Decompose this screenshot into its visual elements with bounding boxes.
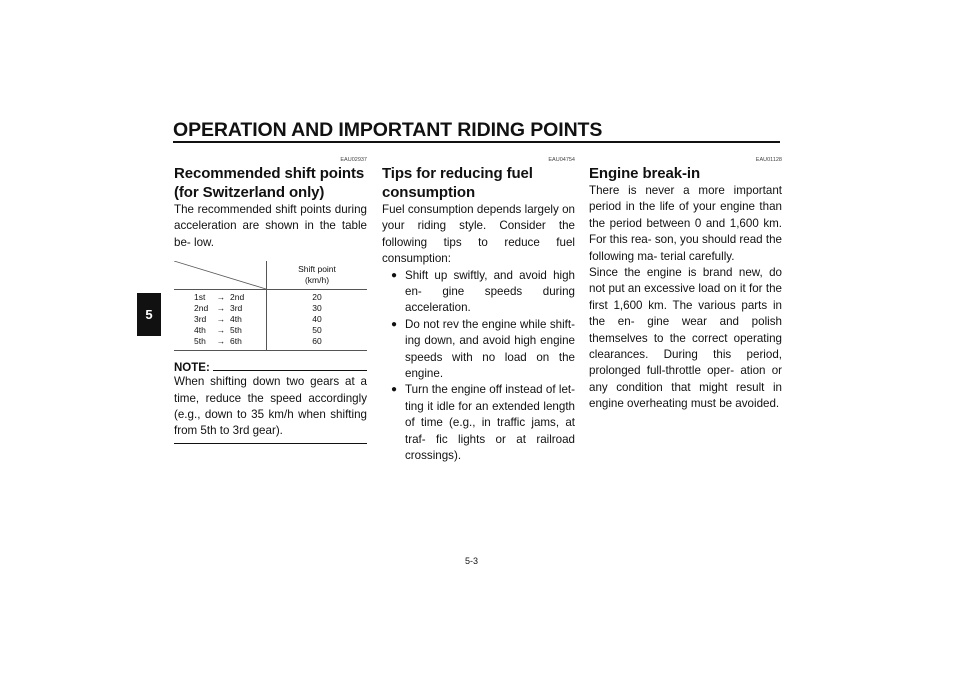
heading-line-1: Recommended shift points <box>174 165 365 182</box>
body-line: between 0 and 1,600 km. For this rea- <box>589 216 782 247</box>
intro-line: Fuel consumption depends largely on <box>382 203 575 216</box>
heading-line-2: (for Switzerland only) <box>174 184 325 201</box>
table-row <box>194 303 266 314</box>
body-line: in the life of your engine than the period <box>589 200 782 230</box>
column-shift-points <box>174 156 367 444</box>
section-code: EAU04754 <box>548 157 575 163</box>
gear-to: 6th <box>230 336 242 347</box>
gear-to: 5th <box>230 325 242 336</box>
column-fuel-tips <box>382 156 575 465</box>
tip-line: ing down, and avoid high engine <box>405 334 575 348</box>
note-line: When shifting down two gears at a <box>174 375 367 389</box>
break-in-paragraph-1 <box>589 183 782 265</box>
intro-line: acceleration are shown in the table be- <box>174 219 367 249</box>
heading-line-2: consumption <box>382 184 476 201</box>
column-engine-break-in <box>589 156 782 413</box>
gear-from: 2nd <box>194 303 209 314</box>
note-end-rule <box>174 443 367 444</box>
shift-value: 60 <box>312 336 322 347</box>
note-paragraph <box>174 374 367 440</box>
body-line: 1,600 km. The various parts in the en- <box>589 298 782 329</box>
list-item <box>391 382 575 464</box>
page-number: 5-3 <box>465 556 479 566</box>
table-row <box>194 314 266 325</box>
note-line: from 5th to 3rd gear). <box>174 424 283 438</box>
table-row <box>194 325 266 336</box>
intro-paragraph <box>174 202 367 251</box>
shift-value: 30 <box>312 303 322 314</box>
diagonal-line <box>174 261 266 289</box>
shift-points-table <box>174 261 367 351</box>
header-rule <box>173 141 780 143</box>
chapter-tab: 5 <box>137 293 161 336</box>
bullet-icon: ● <box>391 318 398 330</box>
body-line: son, you should read the following ma- <box>589 233 782 263</box>
shift-value: 40 <box>312 314 322 325</box>
tip-line: Turn the engine off instead of let- <box>405 383 575 397</box>
list-item <box>391 268 575 317</box>
bullet-icon: ● <box>391 384 398 396</box>
arrow-right-icon: → <box>216 314 226 325</box>
body-line: correct operating clearances. During <box>589 331 782 362</box>
gear-to: 3rd <box>230 303 243 314</box>
tip-line: gine speeds during acceleration. <box>405 285 575 315</box>
intro-line: The recommended shift points during <box>174 203 367 216</box>
gear-column <box>174 290 267 351</box>
header-line-1: Shift point <box>298 264 336 275</box>
body-line: ation or any condition that might result <box>589 364 782 394</box>
body-line: put an excessive load on it for the first <box>589 282 782 312</box>
tip-line: of time (e.g., in traffic jams, at traf- <box>405 416 575 446</box>
note-header <box>174 360 367 374</box>
table-row <box>194 336 266 347</box>
page-header-title: OPERATION AND IMPORTANT RIDING POINTS <box>173 119 603 141</box>
section-heading: Engine break-in <box>589 165 701 182</box>
section-code: EAU02937 <box>340 157 367 163</box>
gear-from: 4th <box>194 325 206 336</box>
table-header-shift-point <box>267 261 368 290</box>
tip-line: speeds with no load on the engine. <box>405 350 575 381</box>
bullet-icon: ● <box>391 269 398 281</box>
header-line-2: (km/h) <box>304 274 330 285</box>
section-code: EAU01128 <box>755 157 782 163</box>
body-line: gine wear and polish themselves to the <box>589 315 782 345</box>
note-label: NOTE: <box>174 362 210 375</box>
tip-line: Do not rev the engine while shift- <box>405 317 575 331</box>
table-row <box>194 292 266 303</box>
heading-line-1: Tips for reducing fuel <box>382 165 533 182</box>
note-line: time, reduce the speed accordingly <box>174 391 367 405</box>
intro-line: your riding style. Consider the following <box>382 219 575 249</box>
gear-from: 1st <box>194 292 206 303</box>
section-heading <box>174 164 367 202</box>
tip-text <box>405 382 575 464</box>
body-line: There is never a more important period <box>589 184 782 214</box>
intro-line: low. <box>194 235 214 249</box>
tip-line: Shift up swiftly, and avoid high en- <box>405 268 575 299</box>
gear-from: 5th <box>194 336 206 347</box>
arrow-right-icon: → <box>216 303 226 314</box>
body-line: in engine overheating must be avoided. <box>589 380 782 411</box>
shift-value: 20 <box>312 292 322 303</box>
list-item <box>391 317 575 383</box>
tip-line: fic lights or at railroad crossings). <box>405 432 575 463</box>
intro-line: tips to reduce fuel consumption: <box>382 235 575 266</box>
arrow-right-icon: → <box>216 336 226 347</box>
note-line: (e.g., down to 35 km/h when shifting <box>174 408 367 422</box>
gear-to: 4th <box>230 314 242 325</box>
body-line: Since the engine is brand new, do not <box>589 266 782 296</box>
tips-list <box>382 268 575 465</box>
arrow-right-icon: → <box>216 325 226 336</box>
tip-text <box>405 268 575 317</box>
intro-paragraph <box>382 202 575 268</box>
value-column <box>267 290 368 351</box>
section-heading <box>382 164 575 202</box>
gear-from: 3rd <box>194 314 207 325</box>
table-header-empty <box>174 261 267 290</box>
gear-to: 2nd <box>230 292 245 303</box>
note-rule <box>213 370 367 371</box>
break-in-paragraph-2 <box>589 265 782 413</box>
shift-value: 50 <box>312 325 322 336</box>
tip-text <box>405 317 575 383</box>
body-line: terial carefully. <box>660 249 735 263</box>
tip-line: ting it idle for an extended length <box>405 399 575 413</box>
body-line: this period, prolonged full-throttle oper- <box>589 348 782 378</box>
arrow-right-icon: → <box>216 292 226 303</box>
